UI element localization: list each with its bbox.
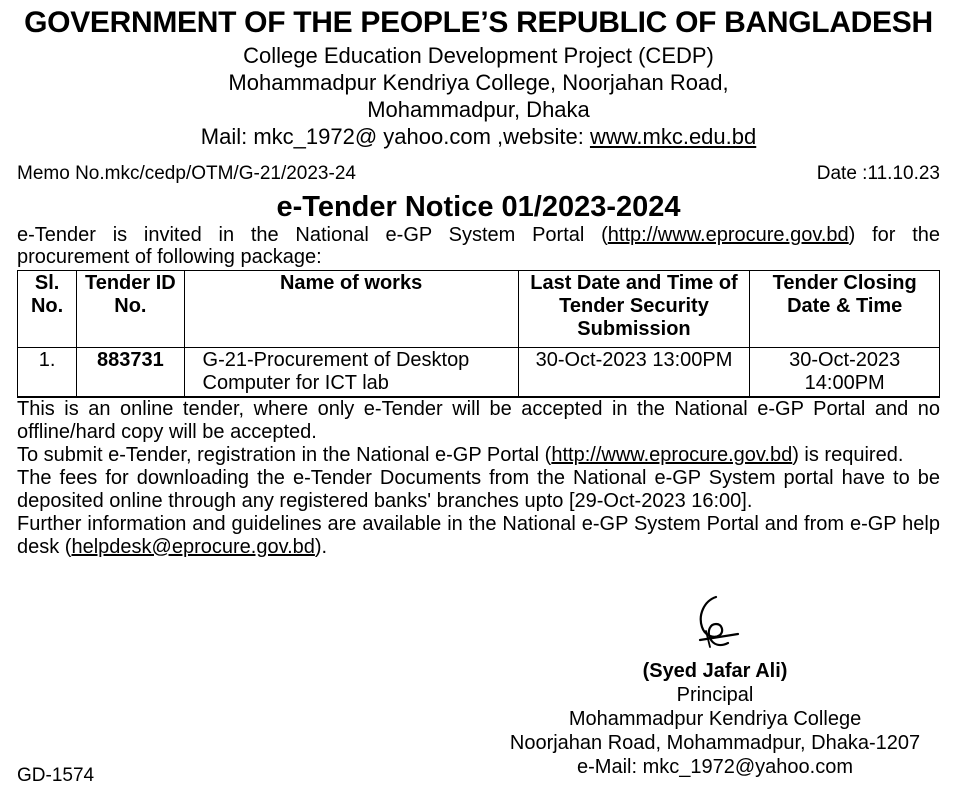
header-name-of-works: Name of works [184,271,518,348]
intro-text-post: ) for the [848,224,940,246]
memo-number: Memo No.mkc/cedp/OTM/G-21/2023-24 [17,163,356,184]
signatory-institution: Mohammadpur Kendriya College [568,708,862,730]
note-registration-pre: To submit e-Tender, registration in the National e-GP Portal ( [17,444,552,466]
intro-paragraph [17,224,940,268]
government-title: GOVERNMENT OF THE PEOPLE’S REPUBLIC OF BANGLADESH [24,6,933,39]
header-closing-date: Tender Closing Date & Time [750,271,940,348]
signatory-name: (Syed Jafar Ali) [642,660,788,682]
tender-table [17,270,940,397]
row-closing-date: 30-Oct-2023 14:00PM [750,348,940,397]
notice-title: e-Tender Notice 01/2023-2024 [276,191,681,223]
project-name: College Education Development Project (CEDP) [243,43,714,68]
intro-line-2: procurement of following package: [17,246,322,268]
intro-line-1 [17,224,940,246]
row-name-of-works: G-21-Procurement of Desktop Computer for ICT lab [184,348,518,397]
address-line-1: Mohammadpur Kendriya College, Noorjahan Road, [228,70,729,95]
table-row [18,348,940,397]
contact-line [17,123,940,150]
note-registration-post: ) is required. [792,444,904,466]
note-helpdesk-post: ). [314,536,328,558]
row-tender-id: 883731 [77,348,184,397]
website-link[interactable]: www.mkc.edu.bd [589,124,757,149]
eprocure-link[interactable]: http://www.eprocure.gov.bd [607,224,849,246]
signature-block [505,591,925,779]
note-helpdesk-pre: Further information and guidelines are available in the National e-GP System Portal and from e-GP help desk ( [17,513,940,558]
header-last-date: Last Date and Time of Tender Security Submission [518,271,750,348]
registration-link[interactable]: http://www.eprocure.gov.bd [551,444,793,466]
signatory-designation: Principal [676,684,754,706]
memo-date: Date :11.10.23 [816,163,940,184]
intro-text-pre: e-Tender is invited in the National e-GP System Portal ( [17,224,608,246]
note-fees: The fees for downloading the e-Tender Documents from the National e-GP System portal have to be deposited online through any registered banks' branches upto [29-Oct-2023 16:00]. [17,467,940,512]
note-registration [17,444,940,467]
mail-text: Mail: mkc_1972@ yahoo.com ,website: [200,124,590,149]
gd-number: GD-1574 [17,765,95,786]
handwritten-signature [680,591,750,653]
row-last-date: 30-Oct-2023 13:00PM [518,348,750,397]
row-sl: 1. [18,348,77,397]
signatory-address: Noorjahan Road, Mohammadpur, Dhaka-1207 [509,732,921,754]
table-header-row [18,271,940,348]
signatory-email: e-Mail: mkc_1972@yahoo.com [577,756,853,778]
memo-row [17,162,940,186]
notes-section [17,397,940,559]
note-helpdesk [17,513,940,559]
header-tender-id: Tender ID No. [77,271,184,348]
address-line-2: Mohammadpur, Dhaka [367,97,590,122]
note-online-tender: This is an online tender, where only e-Tender will be accepted in the National e-GP Portal and no offline/hard copy will be accepted. [17,398,940,443]
helpdesk-email-link[interactable]: helpdesk@eprocure.gov.bd [71,536,315,558]
header-sl: Sl. No. [18,271,77,348]
